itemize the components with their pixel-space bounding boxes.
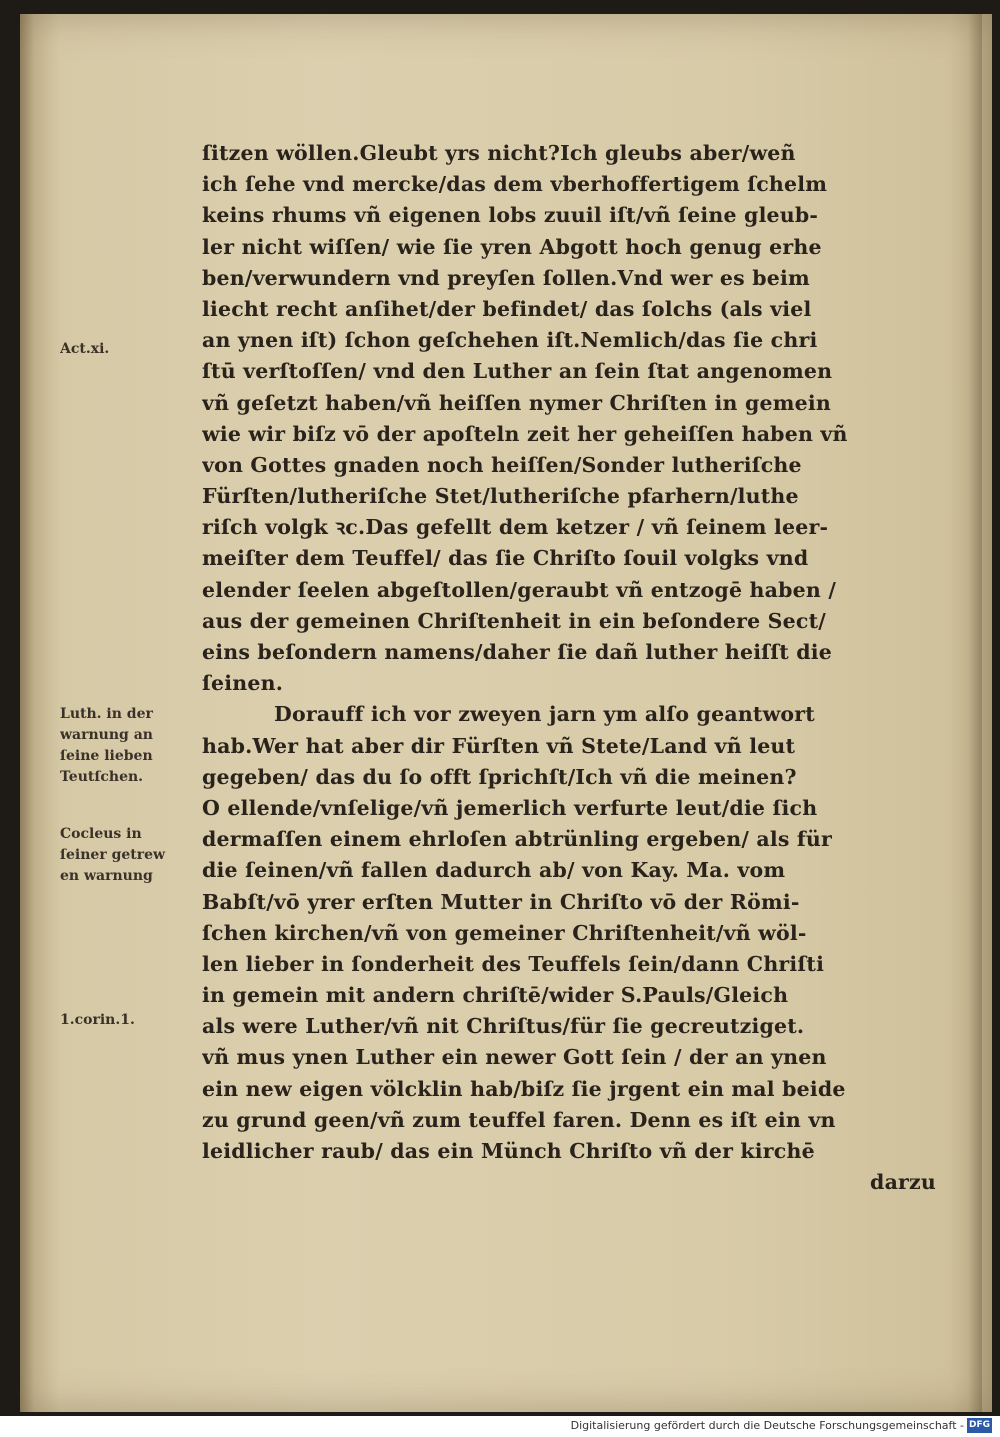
text-line: an ynen iſt) ſchon geſchehen iſt.Nemlich/das ſie chri bbox=[202, 328, 818, 353]
main-text-block bbox=[202, 138, 938, 1198]
dfg-logo-icon: DFG bbox=[967, 1418, 992, 1433]
text-line: leidlicher raub/ das ein Münch Chriſto vñ der kirchē bbox=[202, 1139, 815, 1163]
text-line: als were Luther/vñ nit Chriſtus/für ſie gecreutziget. bbox=[202, 1014, 805, 1039]
text-line: O ellende/vnſelige/vñ jemerlich verfurte leut/die ſich bbox=[202, 795, 818, 820]
text-line: len lieber in ſonderheit des Teuffels ſein/dann Chriſti bbox=[202, 951, 825, 976]
text-line: eins beſondern namens/daher ſie dañ luther heiſſt die bbox=[202, 640, 832, 664]
text-line: in gemein mit andern chriſtē/wider S.Pauls/Gleich bbox=[202, 983, 789, 1008]
text-line: elender ſeelen abgeſtollen/geraubt vñ entzogē haben / bbox=[202, 577, 837, 602]
text-line: keins rhums vñ eigenen lobs zuuil iſt/vñ ſeine gleub- bbox=[202, 203, 819, 228]
text-line: liecht recht anſihet/der befindet/ das ſolchs (als viel bbox=[202, 296, 812, 321]
marginal-note-cocleus bbox=[60, 824, 190, 887]
footer-bar bbox=[0, 1416, 1000, 1437]
text-line: von Gottes gnaden noch heiſſen/Sonder lutheriſche bbox=[202, 452, 802, 477]
text-line: Babſt/vō yrer erſten Mutter in Chriſto vō der Römi- bbox=[202, 889, 800, 914]
marginal-line: Cocleus in bbox=[60, 826, 142, 842]
text-line: ſchen kirchen/vñ von gemeiner Chriſtenheit/vñ wöl- bbox=[202, 920, 807, 945]
marginal-line: warnung an bbox=[60, 727, 153, 743]
text-line: aus der gemeinen Chriſtenheit in ein beſondere Sect/ bbox=[202, 608, 826, 633]
text-line: Fürſten/lutheriſche Stet/lutheriſche pfarhern/luthe bbox=[202, 484, 799, 509]
text-line: ein new eigen völcklin hab/biſz ſie jrgent ein mal beide bbox=[202, 1076, 846, 1101]
marginal-note-corinth bbox=[60, 1010, 190, 1031]
text-line: ler nicht wiſſen/ wie ſie yren Abgott hoch genug erhe bbox=[202, 234, 822, 259]
text-line: ſeinen. bbox=[202, 671, 284, 696]
marginal-line: 1.corin.1. bbox=[60, 1012, 135, 1028]
book-page bbox=[20, 14, 992, 1412]
marginal-line: ſeine lieben bbox=[60, 748, 153, 764]
text-line: vñ geſetzt haben/vñ heiſſen nymer Chriſten in gemein bbox=[202, 390, 831, 415]
text-line: vñ mus ynen Luther ein newer Gott ſein / der an ynen bbox=[202, 1045, 827, 1070]
text-line: dermaſſen einem ehrloſen abtrünling ergeben/ als für bbox=[202, 827, 833, 852]
paragraph-start-line: Dorauff ich vor zweyen jarn ym alſo geantwort bbox=[274, 702, 815, 727]
marginal-line: Luth. in der bbox=[60, 706, 153, 722]
marginal-line: en warnung bbox=[60, 868, 153, 884]
text-line: hab.Wer hat aber dir Fürſten vñ Stete/Land vñ leut bbox=[202, 733, 796, 758]
text-line: ſtū verſtoſſen/ vnd den Luther an ſein ſtat angenomen bbox=[202, 359, 833, 384]
marginal-line: Act.xi. bbox=[60, 341, 110, 357]
text-line: zu grund geen/vñ zum teuffel faren. Denn es iſt ein vn bbox=[202, 1107, 836, 1132]
marginal-note-luth bbox=[60, 704, 190, 788]
text-line: riſch volgk ꝛc.Das gefellt dem ketzer / vñ ſeinem leer- bbox=[202, 515, 829, 540]
marginal-line: Teutſchen. bbox=[60, 769, 144, 785]
text-line: gegeben/ das du ſo offt ſprichſt/Ich vñ die meinen? bbox=[202, 764, 797, 789]
text-line: ben/verwundern vnd preyſen ſollen.Vnd wer es beim bbox=[202, 265, 810, 290]
text-line: wie wir biſz vō der apoſteln zeit her geheiſſen haben vñ bbox=[202, 421, 848, 446]
text-line: ſitzen wöllen.Gleubt yrs nicht?Ich gleubs aber/weñ bbox=[202, 141, 796, 165]
catchword: darzu bbox=[870, 1170, 936, 1195]
text-line: meiſter dem Teuffel/ das ſie Chriſto ſouil volgks vnd bbox=[202, 546, 809, 571]
text-line: die ſeinen/vñ fallen dadurch ab/ von Kay. Ma. vom bbox=[202, 858, 786, 883]
marginal-line: ſeiner getrew bbox=[60, 847, 166, 863]
text-line: ich ſehe vnd mercke/das dem vberhoffertigem ſchelm bbox=[202, 172, 828, 197]
marginal-note-act bbox=[60, 339, 190, 360]
funding-credit: Digitalisierung gefördert durch die Deutsche Forschungsgemeinschaft - bbox=[570, 1419, 964, 1432]
